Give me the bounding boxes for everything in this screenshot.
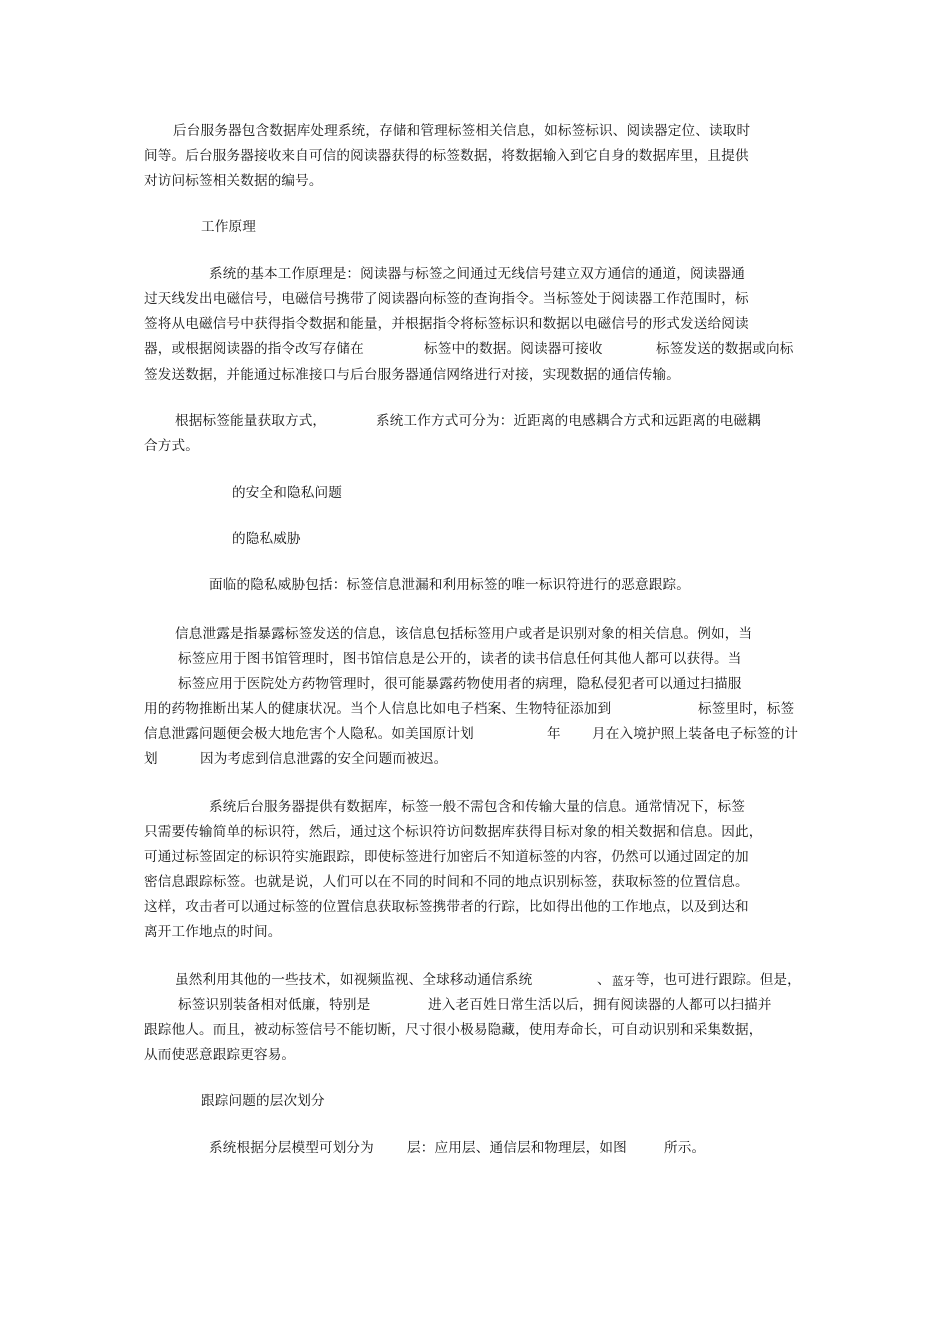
paragraph-line: 间等。后台服务器接收来自可信的阅读器获得的标签数据，将数据输入到它自身的数据库里，且提供 [144, 148, 749, 164]
section-heading: 工作原理 [201, 219, 256, 235]
paragraph-line: 签将从电磁信号中获得指令数据和能量，并根据指令将标签标识和数据以电磁信号的形式发送给阅读 [144, 316, 749, 332]
paragraph-line: 系统的基本工作原理是：阅读器与标签之间通过无线信号建立双方通信的通道，阅读器通 [209, 266, 746, 282]
paragraph-line: 标签识别装备相对低廉，特别是 [178, 997, 371, 1013]
section-heading: 的安全和隐私问题 [232, 485, 342, 501]
paragraph-line: 签发送数据，并能通过标准接口与后台服务器通信网络进行对接，实现数据的通信传输。 [144, 367, 681, 383]
paragraph-line: 从而使恶意跟踪更容易。 [144, 1047, 296, 1063]
paragraph-line: 标签应用于医院处方药物管理时，很可能暴露药物使用者的病理，隐私侵犯者可以通过扫描服 [178, 676, 742, 692]
paragraph-line: 系统根据分层模型可划分为 [209, 1140, 374, 1156]
paragraph-line: 标签中的数据。阅读器可接收 [424, 341, 603, 357]
paragraph-line: 器，或根据阅读器的指令改写存储在 [144, 341, 364, 357]
paragraph-line: 只需要传输简单的标识符，然后，通过这个标识符访问数据库获得目标对象的相关数据和信息。因此， [144, 824, 763, 840]
paragraph-line: 因为考虑到信息泄露的安全问题而被迟。 [200, 751, 448, 767]
paragraph-line: 跟踪他人。而且，被动标签信号不能切断，尺寸很小极易隐藏，使用寿命长，可自动识别和采集数据， [144, 1022, 763, 1038]
paragraph-line: 层：应用层、通信层和物理层，如图 [407, 1140, 627, 1156]
paragraph-line: 密信息跟踪标签。也就是说，人们可以在不同的时间和不同的地点识别标签，获取标签的位置信息。 [144, 874, 749, 890]
paragraph-line: 标签里时，标签 [698, 701, 795, 717]
paragraph-line: 合方式。 [144, 438, 199, 454]
paragraph-line: 月在入境护照上装备电子标签的计 [592, 726, 799, 742]
paragraph-line: 系统工作方式可分为：近距离的电感耦合方式和远距离的电磁耦 [376, 413, 761, 429]
section-heading: 的隐私威胁 [232, 531, 301, 547]
paragraph-line: 可通过标签固定的标识符实施跟踪，即使标签进行加密后不知道标签的内容，仍然可以通过固定的加 [144, 849, 749, 865]
paragraph-line: 等，也可进行跟踪。但是， [636, 972, 801, 988]
paragraph-line: 年 [547, 726, 561, 742]
paragraph-line: 划 [144, 751, 158, 767]
paragraph-line: 这样，攻击者可以通过标签的位置信息获取标签携带者的行踪，比如得出他的工作地点，以及到达和 [144, 899, 749, 915]
paragraph-line: 后台服务器包含数据库处理系统，存储和管理标签相关信息，如标签标识、阅读器定位、读取时 [173, 123, 751, 139]
section-heading: 跟踪问题的层次划分 [201, 1093, 325, 1109]
paragraph-line: 对访问标签相关数据的编号。 [144, 173, 323, 189]
paragraph-line: 、 [597, 972, 611, 988]
paragraph-line: 进入老百姓日常生活以后，拥有阅读器的人都可以扫描并 [428, 997, 772, 1013]
paragraph-line: 标签发送的数据或向标 [656, 341, 794, 357]
paragraph-line: 根据标签能量获取方式， [175, 413, 327, 429]
paragraph-line: 标签应用于图书馆管理时，图书馆信息是公开的，读者的读书信息任何其他人都可以获得。当 [178, 651, 742, 667]
paragraph-line: 用的药物推断出某人的健康状况。当个人信息比如电子档案、生物特征添加到 [144, 701, 612, 717]
paragraph-line: 蓝牙 [612, 974, 636, 988]
paragraph-line: 离开工作地点的时间。 [144, 924, 282, 940]
paragraph-line: 信息泄露是指暴露标签发送的信息，该信息包括标签用户或者是识别对象的相关信息。例如，当 [175, 626, 753, 642]
paragraph-line: 所示。 [664, 1140, 706, 1156]
paragraph-line: 过天线发出电磁信号，电磁信号携带了阅读器向标签的查询指令。当标签处于阅读器工作范围时，标 [144, 291, 749, 307]
paragraph-line: 面临的隐私威胁包括：标签信息泄漏和利用标签的唯一标识符进行的恶意跟踪。 [209, 577, 691, 593]
paragraph-line: 信息泄露问题便会极大地危害个人隐私。如美国原计划 [144, 726, 474, 742]
paragraph-line: 虽然利用其他的一些技术，如视频监视、全球移动通信系统 [175, 972, 533, 988]
paragraph-line: 系统后台服务器提供有数据库，标签一般不需包含和传输大量的信息。通常情况下，标签 [209, 799, 746, 815]
